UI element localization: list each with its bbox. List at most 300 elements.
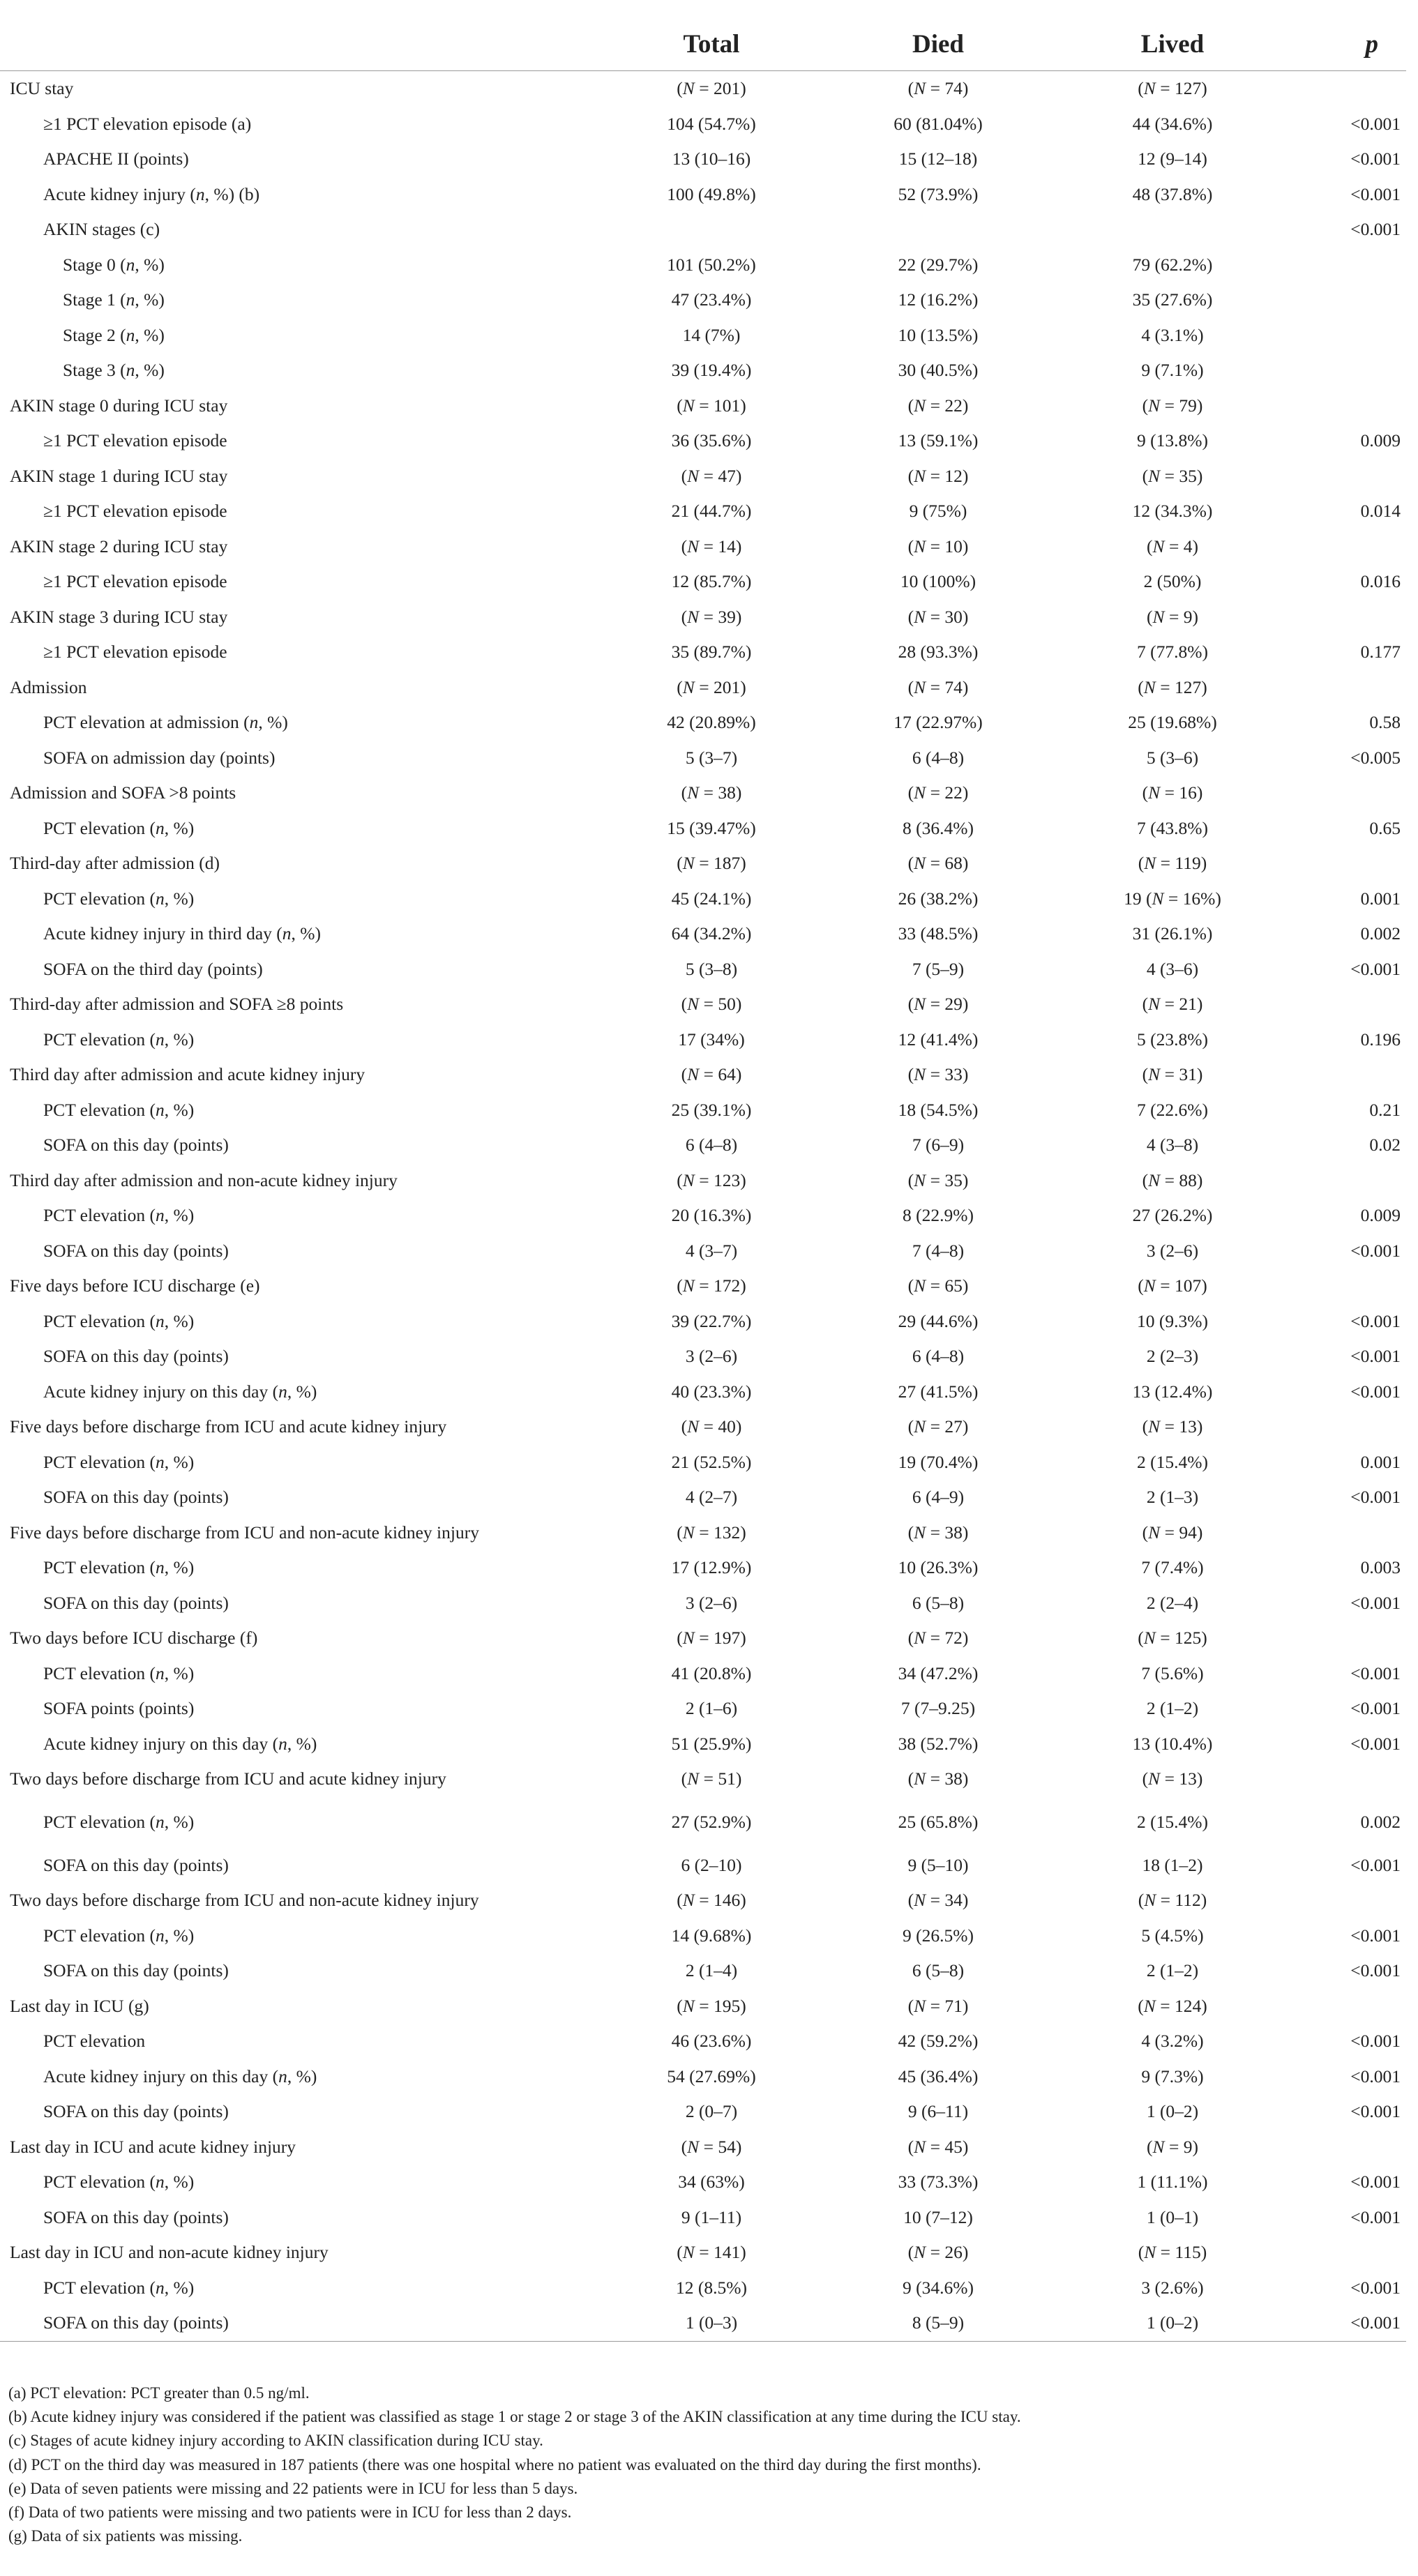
- cell-total: 5 (3–7): [685, 747, 738, 768]
- row-label: Two days before discharge from ICU and non-acute kidney injury: [10, 1890, 479, 1911]
- table-row: [0, 1128, 1406, 1163]
- cell-lived: (N = 4): [1147, 536, 1198, 556]
- cell-lived: 1 (0–2): [1146, 2101, 1199, 2122]
- cell-p-value: [1278, 248, 1406, 283]
- cell-total: 54 (27.69%): [667, 2066, 756, 2086]
- cell-lived: (N = 9): [1147, 2136, 1198, 2157]
- cell-p-value: <0.001: [1350, 1854, 1401, 1875]
- cell-p-value: <0.001: [1350, 1592, 1401, 1613]
- cell-lived: 48 (37.8%): [1132, 183, 1213, 204]
- cell-lived: 2 (1–2): [1146, 1960, 1199, 1981]
- row-label: Admission: [10, 676, 87, 697]
- table-row: [0, 705, 1406, 741]
- row-label: Stage 3 (n, %): [63, 360, 165, 381]
- cell-p-value: <0.001: [1350, 219, 1401, 240]
- cell-lived: 4 (3.1%): [1141, 324, 1204, 345]
- table-row: [0, 1093, 1406, 1128]
- cell-lived: 7 (7.4%): [1141, 1557, 1204, 1578]
- cell-died: 10 (100%): [900, 571, 976, 592]
- cell-died: 15 (12–18): [898, 149, 978, 169]
- table-row: [0, 635, 1406, 670]
- cell-lived: 9 (7.1%): [1141, 360, 1204, 381]
- results-table: [0, 17, 1406, 2342]
- cell-p-value: 0.65: [1369, 817, 1401, 838]
- cell-p-value: [1278, 2235, 1406, 2271]
- cell-died: (N = 30): [907, 606, 969, 627]
- table-row: [0, 1374, 1406, 1410]
- cell-died: 6 (4–8): [912, 747, 965, 768]
- cell-died: 7 (5–9): [912, 958, 965, 979]
- table-row: [0, 494, 1406, 529]
- cell-died: 29 (44.6%): [898, 1310, 979, 1331]
- table-row: [0, 1409, 1406, 1445]
- cell-lived: (N = 16): [1142, 782, 1203, 803]
- cell-total: (N = 195): [677, 1995, 746, 2016]
- cell-p-value: 0.001: [1360, 1451, 1401, 1472]
- table-row: [0, 1727, 1406, 1762]
- cell-total: 34 (63%): [678, 2172, 745, 2192]
- cell-p-value: [1278, 846, 1406, 881]
- row-label: Stage 1 (n, %): [63, 289, 165, 310]
- cell-died: (N = 45): [907, 2136, 969, 2157]
- cell-lived: (N = 88): [1142, 1169, 1203, 1190]
- row-label: AKIN stage 3 during ICU stay: [10, 606, 228, 627]
- cell-died: (N = 35): [907, 1169, 969, 1190]
- table-row: [0, 1198, 1406, 1234]
- cell-died: 18 (54.5%): [898, 1099, 979, 1120]
- row-label: SOFA on the third day (points): [43, 958, 263, 979]
- cell-died: 27 (41.5%): [898, 1381, 979, 1402]
- cell-total: 39 (22.7%): [671, 1310, 752, 1331]
- row-label: SOFA on this day (points): [43, 1854, 229, 1875]
- cell-total: (N = 132): [677, 1522, 746, 1543]
- cell-total: 100 (49.8%): [667, 183, 756, 204]
- cell-total: 21 (44.7%): [671, 501, 752, 522]
- row-label: AKIN stages (c): [43, 219, 160, 240]
- cell-died: (N = 71): [907, 1995, 969, 2016]
- cell-lived: 2 (15.4%): [1137, 1812, 1208, 1832]
- header-label: [0, 17, 614, 71]
- cell-died: 33 (73.3%): [898, 2172, 979, 2192]
- cell-p-value: <0.001: [1350, 1310, 1401, 1331]
- cell-died: (N = 38): [907, 1522, 969, 1543]
- row-label: PCT elevation at admission (n, %): [43, 712, 288, 733]
- cell-lived: 12 (34.3%): [1132, 501, 1213, 522]
- cell-total: 3 (2–6): [685, 1346, 738, 1367]
- table-row: [0, 1163, 1406, 1199]
- cell-p-value: [1278, 529, 1406, 565]
- table-row: [0, 1268, 1406, 1304]
- cell-p-value: [1278, 1621, 1406, 1656]
- table-row: [0, 248, 1406, 283]
- table-row: [0, 1797, 1406, 1848]
- cell-died: 6 (4–9): [912, 1487, 965, 1508]
- cell-total: 101 (50.2%): [667, 254, 756, 275]
- cell-lived: [1067, 212, 1278, 248]
- cell-total: 6 (4–8): [685, 1135, 738, 1156]
- cell-p-value: <0.001: [1350, 149, 1401, 169]
- cell-p-value: 0.196: [1360, 1029, 1401, 1050]
- table-row: [0, 670, 1406, 706]
- table-row: [0, 1883, 1406, 1918]
- table-row: [0, 2024, 1406, 2059]
- cell-lived: 2 (2–4): [1146, 1592, 1199, 1613]
- cell-died: (N = 22): [907, 395, 969, 416]
- cell-died: (N = 34): [907, 1890, 969, 1911]
- row-label: Third-day after admission (d): [10, 853, 220, 874]
- table-row: [0, 353, 1406, 388]
- cell-p-value: [1278, 388, 1406, 424]
- row-label: Stage 0 (n, %): [63, 254, 165, 275]
- table-body: [0, 71, 1406, 2342]
- table-row: [0, 1691, 1406, 1727]
- cell-lived: (N = 124): [1138, 1995, 1207, 2016]
- cell-died: 45 (36.4%): [898, 2066, 979, 2086]
- cell-p-value: [1278, 1163, 1406, 1199]
- cell-died: (N = 68): [907, 853, 969, 874]
- cell-total: 35 (89.7%): [671, 642, 752, 662]
- cell-p-value: [1278, 775, 1406, 811]
- footnote: (c) Stages of acute kidney injury according to AKIN classification during ICU stay.: [8, 2432, 543, 2450]
- cell-died: (N = 74): [907, 78, 969, 99]
- table-row: [0, 811, 1406, 847]
- cell-p-value: <0.001: [1350, 1381, 1401, 1402]
- cell-total: (N = 64): [681, 1064, 742, 1085]
- cell-lived: 19 (N = 16%): [1124, 888, 1221, 909]
- cell-p-value: 0.001: [1360, 888, 1401, 909]
- cell-total: 39 (19.4%): [671, 360, 752, 381]
- row-label: SOFA on this day (points): [0, 2305, 614, 2341]
- cell-lived: 4 (3–8): [1146, 1135, 1199, 1156]
- cell-total: 12 (8.5%): [676, 2277, 747, 2298]
- cell-p-value: <0.001: [1350, 1487, 1401, 1508]
- row-label: Acute kidney injury on this day (n, %): [43, 2066, 317, 2086]
- cell-p-value: [1278, 1409, 1406, 1445]
- cell-lived: (N = 119): [1138, 853, 1207, 874]
- cell-total: (N = 51): [681, 1768, 742, 1789]
- table-row: [0, 1918, 1406, 1954]
- cell-died: 9 (75%): [909, 501, 967, 522]
- row-label: PCT elevation: [43, 2031, 146, 2052]
- table-row: [0, 2305, 1406, 2341]
- cell-lived: 7 (77.8%): [1137, 642, 1208, 662]
- cell-lived: 2 (1–2): [1146, 1698, 1199, 1719]
- row-label: Five days before ICU discharge (e): [10, 1275, 260, 1296]
- table-row: [0, 1989, 1406, 2024]
- row-label: Acute kidney injury on this day (n, %): [43, 1381, 317, 1402]
- cell-p-value: [1278, 318, 1406, 354]
- row-label: ≥1 PCT elevation episode: [43, 501, 227, 522]
- row-label: Last day in ICU (g): [10, 1995, 149, 2016]
- table-row: [0, 1550, 1406, 1586]
- cell-total: 64 (34.2%): [671, 923, 752, 944]
- header-p: p: [1278, 17, 1406, 71]
- cell-p-value: [1278, 1883, 1406, 1918]
- cell-died: 7 (4–8): [912, 1240, 965, 1261]
- table-row: [0, 2059, 1406, 2095]
- row-label: Third day after admission and non-acute kidney injury: [10, 1169, 398, 1190]
- table-row: [0, 388, 1406, 424]
- cell-lived: 7 (22.6%): [1137, 1099, 1208, 1120]
- table-row: [0, 177, 1406, 213]
- cell-lived: 7 (43.8%): [1137, 817, 1208, 838]
- table-row: [0, 282, 1406, 318]
- cell-died: (N = 72): [907, 1628, 969, 1649]
- cell-died: 42 (59.2%): [898, 2031, 979, 2052]
- cell-lived: (N = 94): [1142, 1522, 1203, 1543]
- cell-lived: (N = 21): [1142, 994, 1203, 1015]
- table-row: [0, 1445, 1406, 1480]
- cell-p-value: [1278, 2130, 1406, 2165]
- row-label: Stage 2 (n, %): [63, 324, 165, 345]
- table-row: [0, 142, 1406, 177]
- cell-total: 9 (1–11): [681, 2206, 742, 2227]
- cell-lived: 9 (7.3%): [1141, 2066, 1204, 2086]
- table-row: [0, 2130, 1406, 2165]
- cell-p-value: <0.001: [1350, 958, 1401, 979]
- row-label: SOFA on this day (points): [43, 2206, 229, 2227]
- cell-p-value: 0.58: [1369, 712, 1401, 733]
- row-label: Last day in ICU and acute kidney injury: [10, 2136, 296, 2157]
- row-label: SOFA points (points): [43, 1698, 195, 1719]
- table-row: [0, 600, 1406, 635]
- cell-lived: (N = 127): [1138, 78, 1207, 99]
- table-row: [0, 741, 1406, 776]
- table-row: [0, 2094, 1406, 2130]
- cell-died: 7 (6–9): [912, 1135, 965, 1156]
- cell-lived: 2 (2–3): [1146, 1346, 1199, 1367]
- cell-total: (N = 39): [681, 606, 742, 627]
- cell-p-value: [1278, 1515, 1406, 1551]
- row-label: SOFA on this day (points): [43, 1487, 229, 1508]
- header-lived: Lived: [1067, 17, 1278, 71]
- cell-lived: 1 (0–2): [1067, 2305, 1278, 2341]
- cell-p-value: <0.001: [1350, 2101, 1401, 2122]
- table-row: [0, 1621, 1406, 1656]
- table-row: [0, 2200, 1406, 2236]
- row-label: Five days before discharge from ICU and non-acute kidney injury: [10, 1522, 479, 1543]
- footnote: (e) Data of seven patients were missing and 22 patients were in ICU for less than 5 days.: [8, 2479, 578, 2497]
- table-row: [0, 212, 1406, 248]
- cell-lived: 5 (4.5%): [1141, 1925, 1204, 1946]
- cell-lived: 13 (12.4%): [1132, 1381, 1213, 1402]
- cell-total: 45 (24.1%): [671, 888, 752, 909]
- cell-total: 2 (1–6): [685, 1698, 738, 1719]
- cell-total: 36 (35.6%): [671, 430, 752, 451]
- cell-died: 13 (59.1%): [898, 430, 979, 451]
- table-row: [0, 846, 1406, 881]
- cell-lived: 4 (3.2%): [1141, 2031, 1204, 2052]
- cell-died: 38 (52.7%): [898, 1733, 979, 1754]
- cell-lived: 25 (19.68%): [1128, 712, 1217, 733]
- table-row: [0, 1304, 1406, 1340]
- cell-total: 14 (9.68%): [671, 1925, 752, 1946]
- cell-lived: (N = 115): [1138, 2242, 1207, 2263]
- row-label: SOFA on this day (points): [43, 1960, 229, 1981]
- cell-lived: 2 (15.4%): [1137, 1451, 1208, 1472]
- row-label: PCT elevation (n, %): [43, 888, 195, 909]
- row-label: SOFA on this day (points): [43, 1592, 229, 1613]
- cell-total: 21 (52.5%): [671, 1451, 752, 1472]
- cell-p-value: <0.001: [1350, 1240, 1401, 1261]
- cell-total: (N = 201): [677, 78, 746, 99]
- cell-p-value: <0.005: [1350, 747, 1401, 768]
- row-label: SOFA on this day (points): [43, 1346, 229, 1367]
- cell-died: 30 (40.5%): [898, 360, 979, 381]
- row-label: Acute kidney injury in third day (n, %): [43, 923, 321, 944]
- cell-total: (N = 40): [681, 1416, 742, 1437]
- footnote: (b) Acute kidney injury was considered if the patient was classified as stage 1 or stage 2 or stage 3 of the AKIN classification at any time during the ICU stay.: [8, 2408, 1021, 2426]
- cell-total: 42 (20.89%): [667, 712, 756, 733]
- cell-total: 6 (2–10): [681, 1854, 742, 1875]
- cell-died: (N = 22): [907, 782, 969, 803]
- cell-p-value: [1278, 282, 1406, 318]
- row-label: Third-day after admission and SOFA ≥8 points: [10, 994, 344, 1015]
- table-row: [0, 564, 1406, 600]
- cell-died: 34 (47.2%): [898, 1662, 979, 1683]
- row-label: APACHE II (points): [43, 149, 189, 169]
- cell-p-value: <0.001: [1350, 2206, 1401, 2227]
- cell-died: 28 (93.3%): [898, 642, 979, 662]
- row-label: SOFA on this day (points): [43, 2101, 229, 2122]
- cell-died: 22 (29.7%): [898, 254, 979, 275]
- cell-lived: (N = 107): [1138, 1275, 1207, 1296]
- cell-died: (N = 12): [907, 465, 969, 486]
- cell-total: (N = 14): [681, 536, 742, 556]
- cell-died: 25 (65.8%): [898, 1812, 979, 1832]
- cell-died: 6 (4–8): [912, 1346, 965, 1367]
- cell-p-value: <0.001: [1350, 1925, 1401, 1946]
- cell-p-value: [1278, 1268, 1406, 1304]
- cell-total: (N = 123): [677, 1169, 746, 1190]
- row-label: Third day after admission and acute kidney injury: [10, 1064, 365, 1085]
- cell-lived: (N = 127): [1138, 676, 1207, 697]
- cell-died: (N = 10): [907, 536, 969, 556]
- footnotes: [8, 2381, 1403, 2548]
- row-label: Two days before ICU discharge (f): [10, 1628, 258, 1649]
- row-label: ≥1 PCT elevation episode (a): [43, 113, 252, 134]
- cell-total: 12 (85.7%): [671, 571, 752, 592]
- cell-total: (N = 172): [677, 1275, 746, 1296]
- cell-p-value: 0.21: [1369, 1099, 1401, 1120]
- cell-died: 8 (22.9%): [903, 1205, 974, 1226]
- cell-total: 5 (3–8): [685, 958, 738, 979]
- footnote: (a) PCT elevation: PCT greater than 0.5 ng/ml.: [8, 2384, 310, 2402]
- row-label: AKIN stage 0 during ICU stay: [10, 395, 228, 416]
- cell-lived: 5 (3–6): [1146, 747, 1199, 768]
- cell-total: [614, 212, 809, 248]
- header-total: Total: [614, 17, 809, 71]
- cell-total: (N = 187): [677, 853, 746, 874]
- cell-p-value: <0.001: [1278, 2305, 1406, 2341]
- cell-p-value: <0.001: [1350, 2172, 1401, 2192]
- cell-lived: 79 (62.2%): [1132, 254, 1213, 275]
- cell-lived: 3 (2–6): [1146, 1240, 1199, 1261]
- table-row: [0, 1057, 1406, 1093]
- cell-p-value: 0.009: [1360, 430, 1401, 451]
- cell-lived: 44 (34.6%): [1132, 113, 1213, 134]
- cell-total: 51 (25.9%): [671, 1733, 752, 1754]
- row-label: PCT elevation (n, %): [43, 817, 195, 838]
- row-label: ICU stay: [10, 78, 74, 99]
- cell-lived: (N = 112): [1138, 1890, 1207, 1911]
- cell-died: (N = 27): [907, 1416, 969, 1437]
- cell-died: 12 (41.4%): [898, 1029, 979, 1050]
- row-label: Admission and SOFA >8 points: [10, 782, 236, 803]
- cell-died: 9 (5–10): [907, 1854, 969, 1875]
- cell-died: 17 (22.97%): [893, 712, 983, 733]
- cell-died: 8 (36.4%): [903, 817, 974, 838]
- table-row: [0, 1848, 1406, 1884]
- footnote: (f) Data of two patients were missing and two patients were in ICU for less than 2 days.: [8, 2503, 572, 2522]
- cell-lived: (N = 13): [1142, 1768, 1203, 1789]
- table-row: [0, 2235, 1406, 2271]
- cell-died: 6 (5–8): [912, 1592, 965, 1613]
- table-row: [0, 2271, 1406, 2306]
- cell-p-value: <0.001: [1350, 1346, 1401, 1367]
- cell-died: 19 (70.4%): [898, 1451, 979, 1472]
- cell-p-value: 0.002: [1360, 1812, 1401, 1832]
- cell-died: (N = 65): [907, 1275, 969, 1296]
- cell-total: 17 (34%): [678, 1029, 745, 1050]
- table-row: [0, 107, 1406, 142]
- cell-p-value: 0.016: [1360, 571, 1401, 592]
- row-label: PCT elevation (n, %): [43, 1557, 195, 1578]
- cell-died: 60 (81.04%): [893, 113, 983, 134]
- cell-lived: 35 (27.6%): [1132, 289, 1213, 310]
- cell-total: 3 (2–6): [685, 1592, 738, 1613]
- cell-total: 2 (0–7): [685, 2101, 738, 2122]
- cell-total: 27 (52.9%): [671, 1812, 752, 1832]
- row-label: PCT elevation (n, %): [43, 1451, 195, 1472]
- cell-total: 20 (16.3%): [671, 1205, 752, 1226]
- row-label: PCT elevation (n, %): [43, 2277, 195, 2298]
- cell-died: 33 (48.5%): [898, 923, 979, 944]
- table-row: [0, 952, 1406, 987]
- cell-p-value: 0.002: [1360, 923, 1401, 944]
- table-row: [0, 459, 1406, 494]
- cell-total: (N = 197): [677, 1628, 746, 1649]
- cell-total: 1 (0–3): [614, 2305, 809, 2341]
- cell-lived: 2 (50%): [1143, 571, 1202, 592]
- cell-total: 4 (3–7): [685, 1240, 738, 1261]
- cell-p-value: <0.001: [1350, 1733, 1401, 1754]
- cell-total: 13 (10–16): [672, 149, 751, 169]
- cell-died: 9 (6–11): [907, 2101, 969, 2122]
- cell-died: 52 (73.9%): [898, 183, 979, 204]
- table-row: [0, 1022, 1406, 1058]
- cell-lived: 1 (0–1): [1146, 2206, 1199, 2227]
- cell-died: 26 (38.2%): [898, 888, 979, 909]
- table-row: [0, 1234, 1406, 1269]
- row-label: Acute kidney injury (n, %) (b): [43, 183, 260, 204]
- cell-total: (N = 146): [677, 1890, 746, 1911]
- row-label: PCT elevation (n, %): [43, 2172, 195, 2192]
- cell-lived: 5 (23.8%): [1137, 1029, 1208, 1050]
- cell-p-value: 0.014: [1360, 501, 1401, 522]
- cell-died: 6 (5–8): [912, 1960, 965, 1981]
- table-row: [0, 1480, 1406, 1515]
- cell-total: (N = 50): [681, 994, 742, 1015]
- row-label: ≥1 PCT elevation episode: [43, 430, 227, 451]
- cell-p-value: [1278, 670, 1406, 706]
- cell-p-value: <0.001: [1350, 1662, 1401, 1683]
- row-label: SOFA on this day (points): [43, 1135, 229, 1156]
- table-row: [0, 71, 1406, 107]
- cell-p-value: <0.001: [1350, 2031, 1401, 2052]
- row-label: Five days before discharge from ICU and acute kidney injury: [10, 1416, 447, 1437]
- cell-p-value: [1278, 459, 1406, 494]
